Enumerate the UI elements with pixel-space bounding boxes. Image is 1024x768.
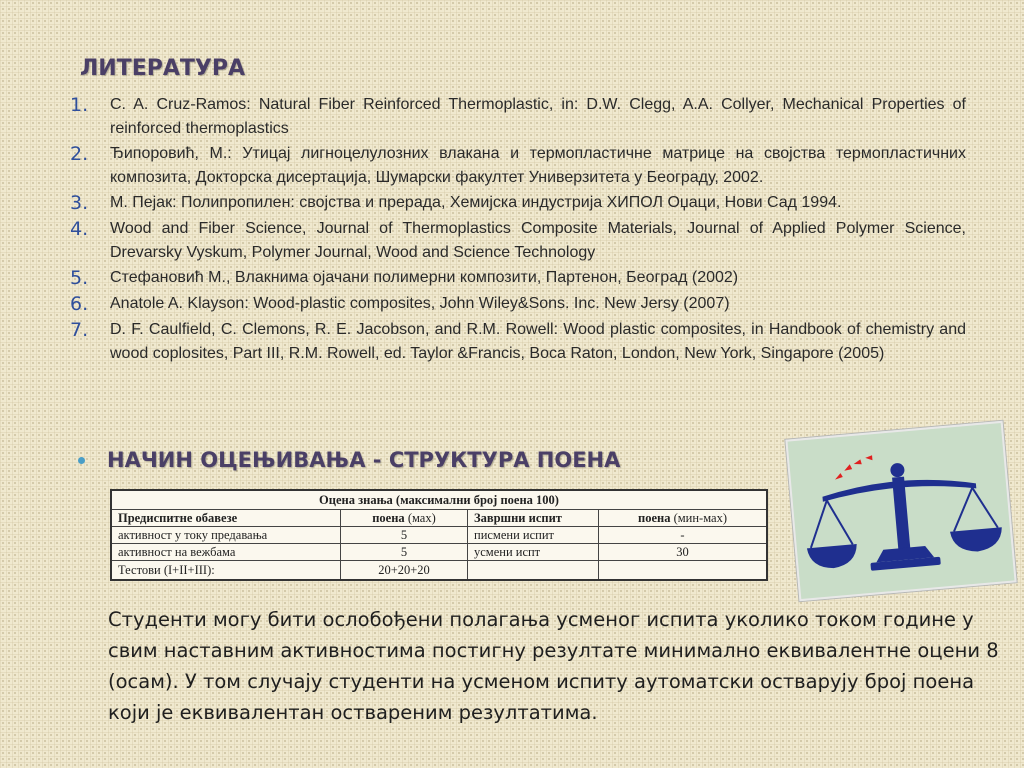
reference-number: 3. <box>70 192 89 214</box>
table-row <box>111 544 767 561</box>
grading-section-header <box>78 448 620 472</box>
literature-heading: ЛИТЕРАТУРА <box>80 56 245 81</box>
header-points-range: (мин-мах) <box>670 511 727 525</box>
cell-exam: усмени испт <box>468 544 599 561</box>
header-points-min-max <box>599 510 768 527</box>
reference-item <box>70 142 966 189</box>
reference-number: 4. <box>70 218 89 240</box>
reference-item <box>70 292 966 316</box>
table-caption: Оцена знања (максимални број поена 100) <box>111 490 767 510</box>
grading-heading: НАЧИН ОЦЕЊИВАЊА - СТРУКТУРА ПОЕНА <box>107 448 621 472</box>
cell-exam: писмени испит <box>468 527 599 544</box>
header-points-label: поена <box>372 511 405 525</box>
cell-points: 20+20+20 <box>341 561 468 581</box>
cell-exam-points <box>599 561 768 581</box>
reference-text: C. A. Cruz-Ramos: Natural Fiber Reinforced Thermoplastic, in: D.W. Clegg, A.A. Collyer, Mechanical Properties of reinforced thermoplastics <box>110 96 966 137</box>
bullet-icon <box>78 457 85 464</box>
reference-item <box>70 217 966 264</box>
exemption-paragraph: Студенти могу бити ослобођени полагања усменог испита уколико током године у свим наставним активностима постигну резултате минимално еквивалентне оцени 8 (осам). У том случају студенти на усменом испиту аутоматски остварују број поена који је еквивалентан оствареним резултатима. <box>108 608 999 724</box>
balance-scale-image <box>785 421 1016 601</box>
table-header-row <box>111 510 767 527</box>
header-pre-exam: Предиспитне обавезе <box>111 510 341 527</box>
header-points-max <box>341 510 468 527</box>
reference-number: 2. <box>70 143 89 165</box>
table-row <box>111 561 767 581</box>
balance-scale-icon <box>788 423 1015 599</box>
reference-text: Anatole A. Klayson: Wood-plastic composites, John Wiley&Sons. Inc. New Jersy (2007) <box>110 295 730 312</box>
cell-exam-points: 30 <box>599 544 768 561</box>
reference-number: 1. <box>70 94 89 116</box>
reference-item <box>70 318 966 365</box>
accent-marks <box>833 455 874 479</box>
cell-points: 5 <box>341 544 468 561</box>
table-caption-row <box>111 490 767 510</box>
cell-exam <box>468 561 599 581</box>
cell-activity: активност у току предавања <box>111 527 341 544</box>
reference-text: Wood and Fiber Science, Journal of Thermoplastics Composite Materials, Journal of Applied Polymer Science, Drevarsky Vyskum, Polymer Journal, Wood and Science Technology <box>110 220 966 261</box>
reference-text: Ђипоровић, М.: Утицај лигноцелулозних влакана и термопластичне матрице на својства термопластичних композита, Докторска дисертација, Шумарски факултет Универзитета у Београду, 2002. <box>110 145 966 186</box>
reference-item <box>70 93 966 140</box>
reference-number: 5. <box>70 267 89 289</box>
cell-activity: Тестови (I+II+III): <box>111 561 341 581</box>
reference-text: D. F. Caulfield, C. Clemons, R. E. Jacobson, and R.M. Rowell: Wood plastic composites, in Handbook of chemistry and wood coplosites, Part III, R.M. Rowell, ed. Taylor &Francis, Boca Raton, London, New York, Singapore (2005) <box>110 321 966 362</box>
reference-text: Стефановић М., Влакнима ојачани полимерни композити, Партенон, Београд (2002) <box>110 269 739 286</box>
header-points-range: (мах) <box>404 511 436 525</box>
reference-list <box>70 93 966 367</box>
reference-item <box>70 266 966 290</box>
cell-exam-points: - <box>599 527 768 544</box>
header-final-exam: Завршни испит <box>468 510 599 527</box>
reference-text: М. Пејак: Полипропилен: својства и прерада, Хемијска индустрија ХИПОЛ Оџаци, Нови Сад 1994. <box>110 194 842 211</box>
cell-activity: активност на вежбама <box>111 544 341 561</box>
reference-number: 6. <box>70 293 89 315</box>
header-points-label: поена <box>638 511 671 525</box>
grading-table <box>110 489 768 581</box>
table-row <box>111 527 767 544</box>
cell-points: 5 <box>341 527 468 544</box>
reference-item <box>70 191 966 215</box>
reference-number: 7. <box>70 319 89 341</box>
